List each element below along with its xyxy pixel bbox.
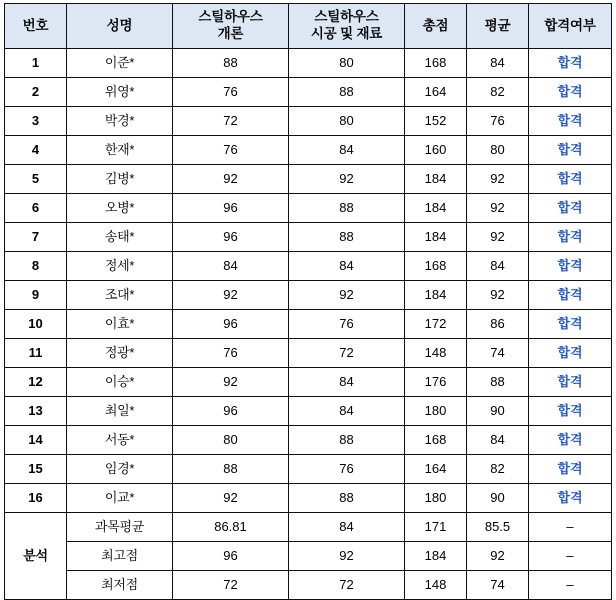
column-header-subject1	[173, 4, 289, 49]
cell-name: 위영*	[67, 78, 173, 107]
cell-total: 168	[405, 426, 467, 455]
cell-subject2-score: 76	[289, 310, 405, 339]
cell-total: 176	[405, 368, 467, 397]
cell-subject1-score: 72	[173, 107, 289, 136]
cell-average: 88	[467, 368, 529, 397]
analysis-subject1-value: 72	[173, 571, 289, 600]
analysis-row	[5, 571, 612, 600]
cell-subject1-score: 76	[173, 339, 289, 368]
cell-no: 3	[5, 107, 67, 136]
cell-total: 168	[405, 49, 467, 78]
cell-average: 90	[467, 484, 529, 513]
analysis-average-value: 74	[467, 571, 529, 600]
cell-total: 184	[405, 165, 467, 194]
cell-pass-status: 합격	[529, 78, 612, 107]
cell-subject2-score: 84	[289, 252, 405, 281]
cell-subject1-score: 76	[173, 78, 289, 107]
cell-name: 박경*	[67, 107, 173, 136]
cell-pass-status: 합격	[529, 165, 612, 194]
cell-subject1-score: 92	[173, 484, 289, 513]
cell-total: 148	[405, 339, 467, 368]
analysis-row	[5, 542, 612, 571]
table-row	[5, 426, 612, 455]
cell-subject2-score: 80	[289, 49, 405, 78]
cell-name: 조대*	[67, 281, 173, 310]
analysis-total-value: 148	[405, 571, 467, 600]
cell-average: 82	[467, 455, 529, 484]
cell-average: 86	[467, 310, 529, 339]
cell-pass-status: 합격	[529, 136, 612, 165]
table-row	[5, 455, 612, 484]
cell-total: 172	[405, 310, 467, 339]
analysis-subject2-value: 92	[289, 542, 405, 571]
cell-total: 184	[405, 281, 467, 310]
cell-total: 180	[405, 397, 467, 426]
cell-no: 10	[5, 310, 67, 339]
analysis-row-label: 과목평균	[67, 513, 173, 542]
cell-name: 임경*	[67, 455, 173, 484]
cell-no: 5	[5, 165, 67, 194]
cell-average: 92	[467, 165, 529, 194]
column-header-pass-label: 합격여부	[544, 17, 596, 33]
cell-no: 1	[5, 49, 67, 78]
cell-name: 이승*	[67, 368, 173, 397]
analysis-row	[5, 513, 612, 542]
table-row	[5, 252, 612, 281]
cell-subject2-score: 72	[289, 339, 405, 368]
cell-total: 180	[405, 484, 467, 513]
cell-pass-status: 합격	[529, 252, 612, 281]
table-row	[5, 78, 612, 107]
table-row	[5, 368, 612, 397]
analysis-average-value: 85.5	[467, 513, 529, 542]
analysis-subject2-value: 72	[289, 571, 405, 600]
cell-pass-status: 합격	[529, 339, 612, 368]
cell-name: 오병*	[67, 194, 173, 223]
column-header-name-label: 성명	[106, 17, 133, 33]
cell-name: 이효*	[67, 310, 173, 339]
cell-name: 송태*	[67, 223, 173, 252]
cell-total: 152	[405, 107, 467, 136]
cell-average: 84	[467, 252, 529, 281]
column-header-total	[405, 4, 467, 49]
cell-no: 7	[5, 223, 67, 252]
cell-subject2-score: 80	[289, 107, 405, 136]
cell-subject1-score: 88	[173, 49, 289, 78]
column-header-total-label: 총점	[422, 17, 449, 33]
analysis-subject1-value: 86.81	[173, 513, 289, 542]
cell-subject2-score: 92	[289, 281, 405, 310]
analysis-row-label: 최저점	[67, 571, 173, 600]
table-header	[5, 4, 612, 49]
table-row	[5, 397, 612, 426]
analysis-subject2-value: 84	[289, 513, 405, 542]
table-body	[5, 49, 612, 600]
cell-pass-status: 합격	[529, 223, 612, 252]
cell-subject1-score: 96	[173, 194, 289, 223]
cell-subject1-score: 88	[173, 455, 289, 484]
cell-pass-status: 합격	[529, 49, 612, 78]
cell-average: 84	[467, 49, 529, 78]
cell-pass-status: 합격	[529, 455, 612, 484]
analysis-total-value: 171	[405, 513, 467, 542]
cell-no: 6	[5, 194, 67, 223]
table-header-row	[5, 4, 612, 49]
cell-average: 92	[467, 281, 529, 310]
column-header-no-label: 번호	[22, 17, 49, 33]
cell-no: 2	[5, 78, 67, 107]
column-header-subject2-line2: 시공 및 재료	[310, 26, 383, 41]
grade-table	[4, 3, 612, 600]
cell-subject2-score: 88	[289, 426, 405, 455]
analysis-total-value: 184	[405, 542, 467, 571]
cell-pass-status: 합격	[529, 368, 612, 397]
cell-pass-status: 합격	[529, 281, 612, 310]
cell-subject2-score: 88	[289, 78, 405, 107]
analysis-row-label: 최고점	[67, 542, 173, 571]
cell-average: 80	[467, 136, 529, 165]
cell-total: 184	[405, 223, 467, 252]
cell-pass-status: 합격	[529, 310, 612, 339]
column-header-pass	[529, 4, 612, 49]
cell-name: 한재*	[67, 136, 173, 165]
cell-subject2-score: 88	[289, 484, 405, 513]
cell-name: 김병*	[67, 165, 173, 194]
cell-no: 4	[5, 136, 67, 165]
table-row	[5, 310, 612, 339]
cell-subject2-score: 84	[289, 397, 405, 426]
column-header-name	[67, 4, 173, 49]
column-header-average	[467, 4, 529, 49]
cell-no: 15	[5, 455, 67, 484]
column-header-no	[5, 4, 67, 49]
column-header-subject1-line1: 스틸하우스	[198, 9, 263, 25]
column-header-subject1-line2: 개론	[217, 26, 244, 41]
cell-no: 8	[5, 252, 67, 281]
cell-subject1-score: 92	[173, 165, 289, 194]
cell-no: 11	[5, 339, 67, 368]
cell-average: 92	[467, 223, 529, 252]
column-header-subject2	[289, 4, 405, 49]
analysis-pass-value: –	[529, 542, 612, 571]
cell-no: 14	[5, 426, 67, 455]
analysis-pass-value: –	[529, 513, 612, 542]
cell-subject1-score: 96	[173, 397, 289, 426]
cell-no: 13	[5, 397, 67, 426]
column-header-average-label: 평균	[484, 17, 511, 33]
cell-average: 82	[467, 78, 529, 107]
cell-no: 9	[5, 281, 67, 310]
cell-name: 서동*	[67, 426, 173, 455]
cell-total: 160	[405, 136, 467, 165]
cell-subject1-score: 76	[173, 136, 289, 165]
cell-average: 90	[467, 397, 529, 426]
analysis-label: 분석	[5, 513, 67, 600]
cell-average: 92	[467, 194, 529, 223]
table-row	[5, 223, 612, 252]
cell-name: 이준*	[67, 49, 173, 78]
cell-pass-status: 합격	[529, 107, 612, 136]
cell-subject2-score: 88	[289, 223, 405, 252]
analysis-average-value: 92	[467, 542, 529, 571]
cell-subject2-score: 88	[289, 194, 405, 223]
cell-pass-status: 합격	[529, 426, 612, 455]
table-row	[5, 194, 612, 223]
cell-subject1-score: 96	[173, 223, 289, 252]
cell-pass-status: 합격	[529, 397, 612, 426]
cell-subject2-score: 76	[289, 455, 405, 484]
cell-subject1-score: 92	[173, 368, 289, 397]
cell-total: 184	[405, 194, 467, 223]
cell-pass-status: 합격	[529, 194, 612, 223]
cell-subject1-score: 80	[173, 426, 289, 455]
cell-name: 이교*	[67, 484, 173, 513]
table-row	[5, 484, 612, 513]
cell-total: 164	[405, 455, 467, 484]
table-row	[5, 136, 612, 165]
cell-name: 최일*	[67, 397, 173, 426]
cell-total: 168	[405, 252, 467, 281]
cell-average: 84	[467, 426, 529, 455]
cell-subject2-score: 84	[289, 136, 405, 165]
cell-subject2-score: 92	[289, 165, 405, 194]
cell-average: 74	[467, 339, 529, 368]
column-header-subject2-line1: 스틸하우스	[314, 9, 379, 25]
cell-pass-status: 합격	[529, 484, 612, 513]
table-row	[5, 339, 612, 368]
cell-name: 정세*	[67, 252, 173, 281]
analysis-pass-value: –	[529, 571, 612, 600]
cell-name: 정광*	[67, 339, 173, 368]
cell-subject2-score: 84	[289, 368, 405, 397]
cell-average: 76	[467, 107, 529, 136]
table-row	[5, 281, 612, 310]
cell-total: 164	[405, 78, 467, 107]
cell-subject1-score: 92	[173, 281, 289, 310]
cell-no: 16	[5, 484, 67, 513]
cell-subject1-score: 84	[173, 252, 289, 281]
table-row	[5, 165, 612, 194]
table-row	[5, 49, 612, 78]
cell-subject1-score: 96	[173, 310, 289, 339]
table-row	[5, 107, 612, 136]
analysis-subject1-value: 96	[173, 542, 289, 571]
cell-no: 12	[5, 368, 67, 397]
